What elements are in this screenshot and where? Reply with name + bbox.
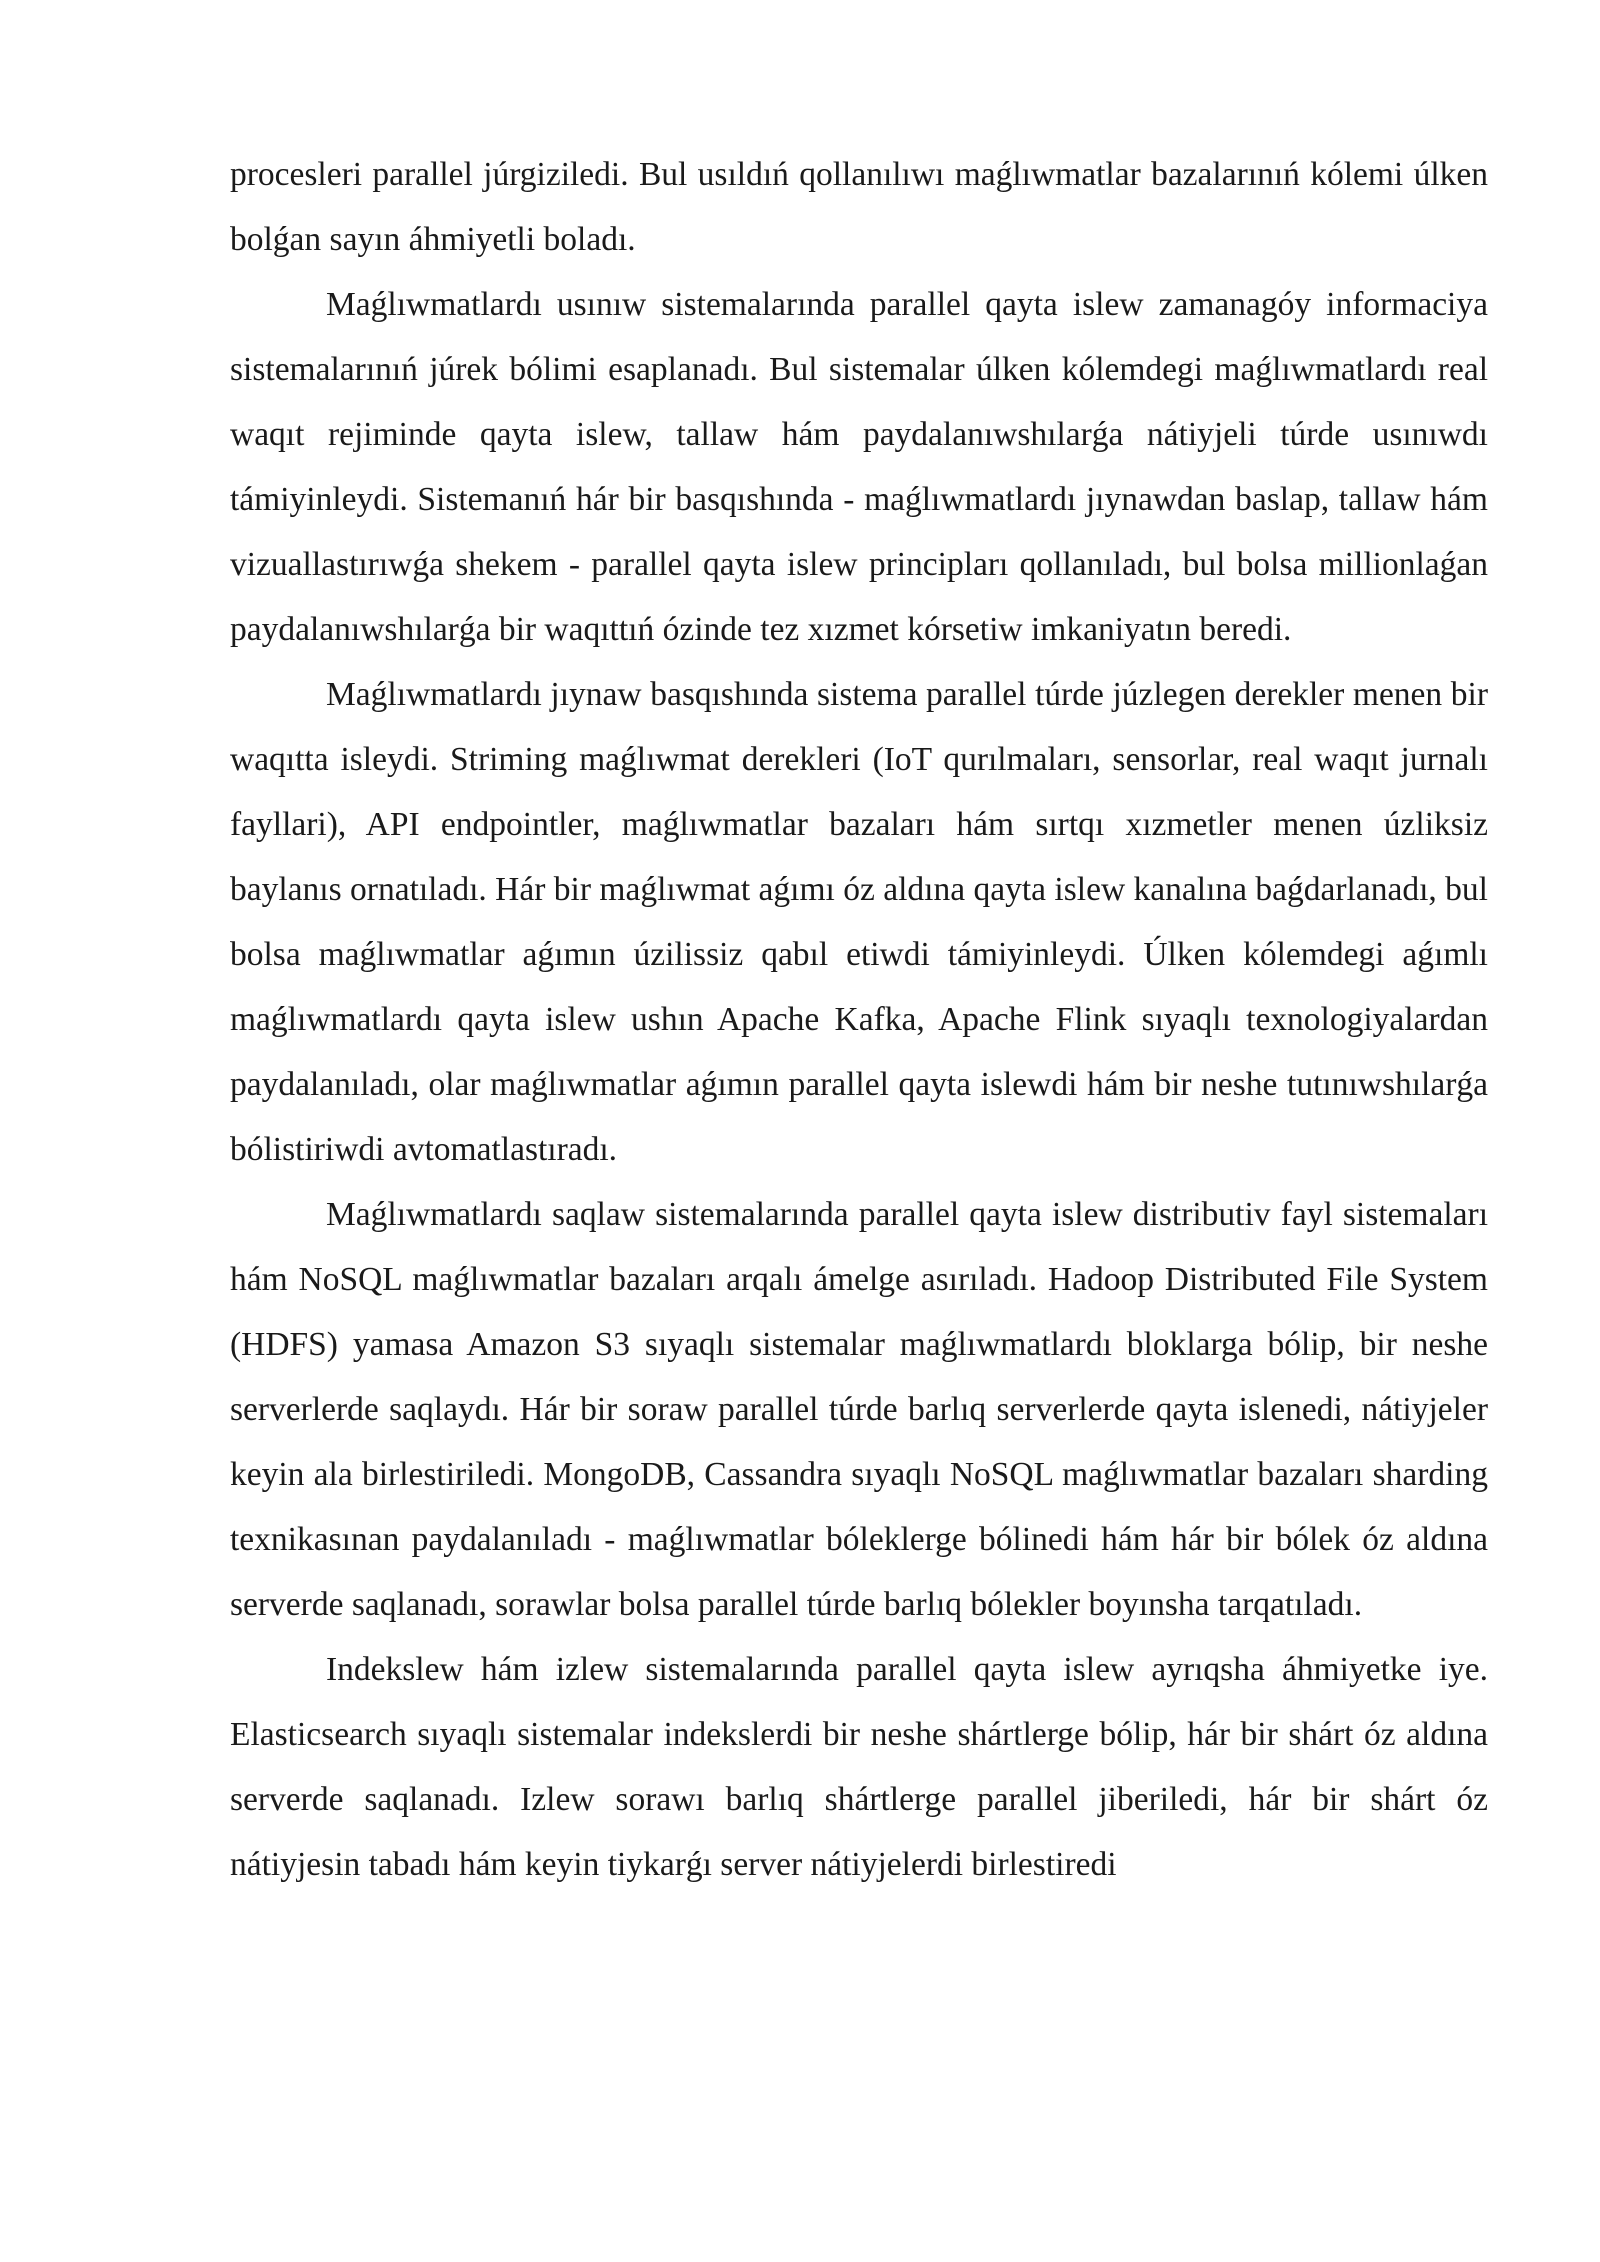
- paragraph-recommendation-systems: Maǵlıwmatlardı usınıw sistemalarında parallel qayta islew zamanagóy informaciya sistemalarınıń júrek bólimi esaplanadı. Bul sistemalar úlken kólemdegi maǵlıwmatlardı real waqıt rejiminde qayta islew, tallaw hám paydalanıwshılarǵa nátiyjeli túrde usınıwdı támiyinleydi. Sistemanıń hár bir basqıshında - maǵlıwmatlardı jıynawdan baslap, tallaw hám vizuallastırıwǵa shekem - parallel qayta islew principları qollanıladı, bul bolsa millionlaǵan paydalanıwshılarǵa bir waqıttıń ózinde tez xızmet kórsetiw imkaniyatın beredi.: [230, 286, 1488, 648]
- paragraph-indexing-search: Indekslew hám izlew sistemalarında parallel qayta islew ayrıqsha áhmiyetke iye. Elasticsearch sıyaqlı sistemalar indekslerdi bir neshe shártlerge bólip, hár bir shárt óz aldına serverde saqlanadı. Izlew sorawı barlıq shártlerge parallel jiberiledi, hár bir shárt óz nátiyjesin tabadı hám keyin tiykarǵı server nátiyjelerdi birlestiredi: [230, 1651, 1488, 1883]
- paragraph-data-storage: Maǵlıwmatlardı saqlaw sistemalarında parallel qayta islew distributiv fayl sistemaları hám NoSQL maǵlıwmatlar bazaları arqalı ámelge asırıladı. Hadoop Distributed File System (HDFS) yamasa Amazon S3 sıyaqlı sistemalar maǵlıwmatlardı bloklarga bólip, bir neshe serverlerde saqlaydı. Hár bir soraw parallel túrde barlıq serverlerde qayta islenedi, nátiyjeler keyin ala birlestiriledi. MongoDB, Cassandra sıyaqlı NoSQL maǵlıwmatlar bazaları sharding texnikasınan paydalanıladı - maǵlıwmatlar bóleklerge bólinedi hám hár bir bólek óz aldına serverde saqlanadı, sorawlar bolsa parallel túrde barlıq bólekler boyınsha tarqatıladı.: [230, 1196, 1488, 1623]
- document-page: [230, 142, 1488, 1897]
- paragraph-data-collection: Maǵlıwmatlardı jıynaw basqıshında sistema parallel túrde júzlegen derekler menen bir waqıtta isleydi. Striming maǵlıwmat derekleri (IoT qurılmaları, sensorlar, real waqıt jurnalı fayllari), API endpointler, maǵlıwmatlar bazaları hám sırtqı xızmetler menen úzliksiz baylanıs ornatıladı. Hár bir maǵlıwmat aǵımı óz aldına qayta islew kanalına baǵdarlanadı, bul bolsa maǵlıwmatlar aǵımın úzilissiz qabıl etiwdi támiyinleydi. Úlken kólemdegi aǵımlı maǵlıwmatlardı qayta islew ushın Apache Kafka, Apache Flink sıyaqlı texnologiyalardan paydalanıladı, olar maǵlıwmatlar aǵımın parallel qayta islewdi hám bir neshe tutınıwshılarǵa bólistiriwdi avtomatlastıradı.: [230, 676, 1488, 1168]
- paragraph-continued: procesleri parallel júrgiziledi. Bul usıldıń qollanılıwı maǵlıwmatlar bazalarınıń kólemi úlken bolǵan sayın áhmiyetli boladı.: [230, 156, 1488, 258]
